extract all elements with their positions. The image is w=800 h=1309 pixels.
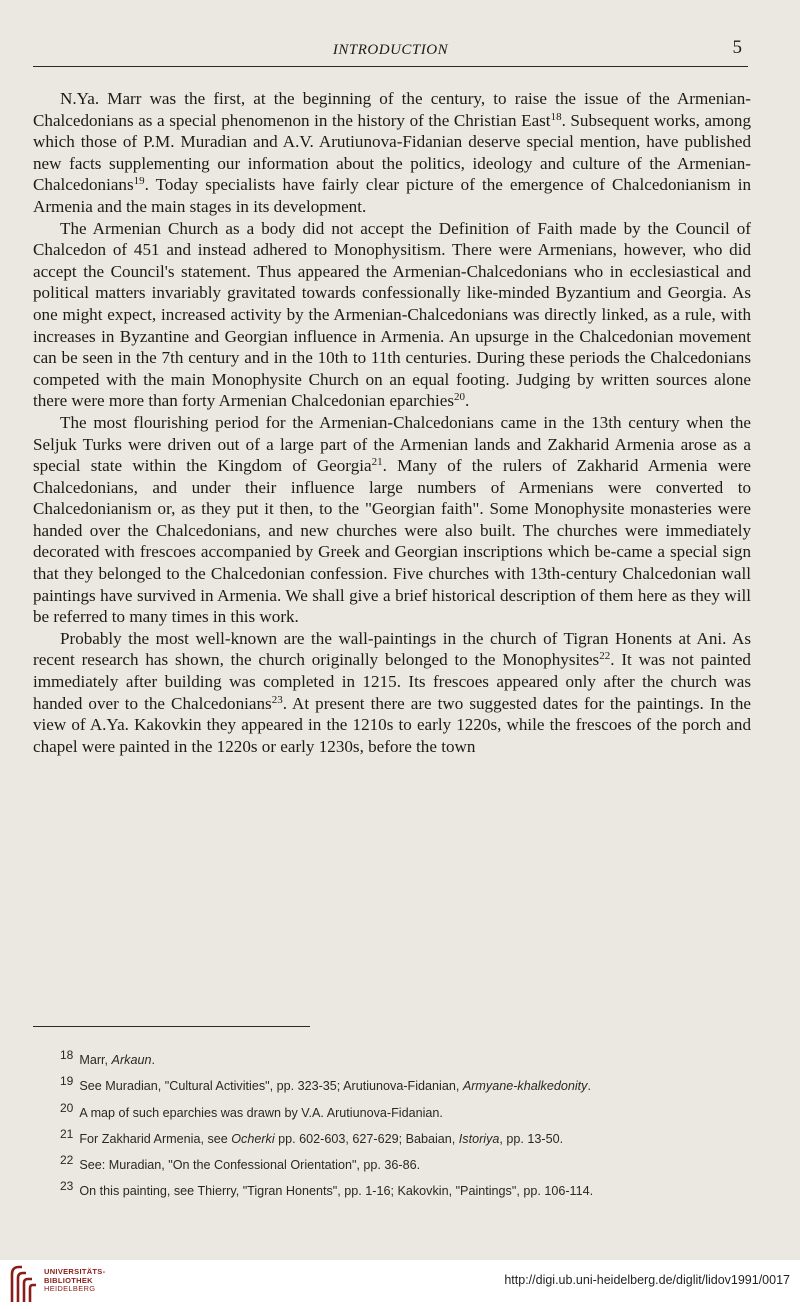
running-head xyxy=(33,37,748,67)
paragraph-text: Probably the most well-known are the wall-paintings in the church of Tigran Honents at Ani. As recent research has shown, the church originally belonged to the Monophysites xyxy=(33,628,751,670)
footnote-segment: Marr, xyxy=(79,1053,112,1067)
footnote-number: 21 xyxy=(60,1126,74,1141)
page-number: 5 xyxy=(732,37,742,58)
paragraph-text: . It was not painted immediately after building was completed in 1215. Its frescoes appeared only after the church was handed over to the Chalcedonians xyxy=(33,650,751,713)
footnotes xyxy=(60,1045,760,1203)
body-text xyxy=(33,88,751,757)
footnote-number: 23 xyxy=(60,1179,74,1194)
footnote-reference[interactable]: 20 xyxy=(454,391,465,404)
footnote-title: Arkaun xyxy=(111,1053,152,1067)
running-title: INTRODUCTION xyxy=(332,42,449,58)
footnote-number: 20 xyxy=(60,1100,74,1115)
footnote-segment: . xyxy=(587,1079,591,1094)
paragraph-text: . Subsequent works, among which those of P.M. Muradian and A.V. Arutiunova-Fidanian deserve special mention, have published new facts supplementing our information about the politics, ideology and culture of the Armenian-Chalcedonians xyxy=(33,110,751,195)
footnote-segment: . xyxy=(151,1053,155,1067)
footnote-number: 22 xyxy=(60,1153,74,1168)
paragraph-text: . Today specialists have fairly clear picture of the emergence of Chalcedonianism in Armenia and the main stages in its development. xyxy=(33,175,751,216)
footnote-reference[interactable]: 22 xyxy=(599,650,611,663)
library-name-line2: BIBLIOTHEK xyxy=(44,1275,93,1285)
footnote-divider xyxy=(33,1026,310,1027)
footnote-item xyxy=(60,1176,760,1202)
body-paragraph xyxy=(33,412,751,628)
library-name-line3: HEIDELBERG xyxy=(44,1284,96,1293)
footnote-number: 18 xyxy=(60,1048,74,1062)
footnote-segment: For Zakharid Armenia, see xyxy=(79,1131,232,1146)
library-footer-bar xyxy=(0,1260,800,1309)
footnote-text xyxy=(79,1053,155,1067)
footnote-title: Ocherki xyxy=(231,1131,275,1146)
footnote-text xyxy=(79,1158,420,1172)
body-paragraph xyxy=(33,628,751,758)
footnote-segment: On this painting, see Thierry, "Tigran Honents", pp. 1-16; Kakovkin, "Paintings", pp. 106-114. xyxy=(79,1184,594,1199)
paragraph-text: . At present there are two suggested dates for the paintings. In the view of A.Ya. Kakovkin they appeared in the 1210s to early 1220s, while the frescoes of the porch and chapel were painted in the 1220s or early 1230s, before the town xyxy=(33,693,751,756)
body-paragraph xyxy=(33,218,751,412)
library-name[interactable] xyxy=(44,1268,105,1294)
footnote-item xyxy=(60,1124,760,1150)
paragraph-text: . xyxy=(465,391,470,411)
paragraph-text: The most flourishing period for the Armenian-Chalcedonians came in the 13th century when the Seljuk Turks were driven out of a large part of the Armenian lands and Zakharid Armenia arose as a special state within the Kingdom of Georgia xyxy=(33,412,751,476)
footnote-item xyxy=(60,1045,760,1071)
footnote-reference[interactable]: 23 xyxy=(271,693,283,706)
footnote-number: 19 xyxy=(60,1074,74,1089)
footnote-item xyxy=(60,1098,760,1124)
footnote-item xyxy=(60,1150,760,1176)
footnote-text xyxy=(79,1106,443,1120)
footnote-segment: pp. 602-603, 627-629; Babaian, xyxy=(274,1131,459,1146)
footnote-text xyxy=(79,1079,591,1093)
body-paragraph xyxy=(33,88,751,218)
paragraph-text: The Armenian Church as a body did not accept the Definition of Faith made by the Council of Chalcedon of 451 and instead adhered to Monophysitism. There were Armenians, however, who did accept the Council's statement. Thus appeared the Armenian-Chalcedonians who in ecclesiastical and political matters invariably gravitated towards confessionally like-minded Byzantium and Georgia. As one might expect, increased activity by the Armenian-Chalcedonians was directly linked, as a rule, with increases in Byzantine and Georgian influence in Armenia. An upsurge in the Chalcedonian movement can be seen in the 7th century and in the 10th to 11th centuries. During these periods the Chalcedonians competed with the main Monophysite Church on an equal footing. Judging by written sources alone there were more than forty Armenian Chalcedonian eparchies xyxy=(33,218,751,411)
footnote-segment: , pp. 13-50. xyxy=(499,1131,564,1146)
footnote-segment: See: Muradian, "On the Confessional Orientation", pp. 36-86. xyxy=(79,1158,421,1173)
footnote-title: Istoriya xyxy=(458,1131,500,1146)
footnote-reference[interactable]: 21 xyxy=(371,456,383,469)
footnote-title: Armyane-khalkedonity xyxy=(462,1079,588,1094)
paragraph-text: N.Ya. Marr was the first, at the beginning of the century, to raise the issue of the Armenian-Chalcedonians as a special phenomenon in the history of the Christian East xyxy=(33,89,751,130)
library-name-line1: UNIVERSITÄTS- xyxy=(44,1267,106,1276)
footnote-text xyxy=(79,1132,563,1146)
footnote-item xyxy=(60,1071,760,1097)
footnote-text xyxy=(79,1184,593,1198)
paragraph-text: . Many of the rulers of Zakharid Armenia were Chalcedonians, and under their influence large numbers of Armenians were converted to Chalcedonianism or, as they put it then, to the "Georgian faith". Some Monophysite monasteries were handed over the Chalcedonians, and new churches were also built. The churches were immediately decorated with frescoes accompanied by Greek and Georgian inscriptions which be-came a special sign that they belonged to the Chalcedonian confession. Five churches with 13th-century Chalcedonian wall paintings have survived in Armenia. We shall give a brief historical description of them here as they will be referred to many times in this work. xyxy=(33,456,751,627)
footnote-segment: A map of such eparchies was drawn by V.A. Arutiunova-Fidanian. xyxy=(79,1105,443,1120)
ub-heidelberg-logo-icon[interactable] xyxy=(8,1264,38,1304)
footnote-segment: See Muradian, "Cultural Activities", pp. 323-35; Arutiunova-Fidanian, xyxy=(79,1079,463,1094)
source-url-link[interactable]: http://digi.ub.uni-heidelberg.de/diglit/lidov1991/0017 xyxy=(504,1273,790,1287)
footnote-reference[interactable]: 19 xyxy=(133,175,145,188)
footnote-reference[interactable]: 18 xyxy=(550,110,562,123)
